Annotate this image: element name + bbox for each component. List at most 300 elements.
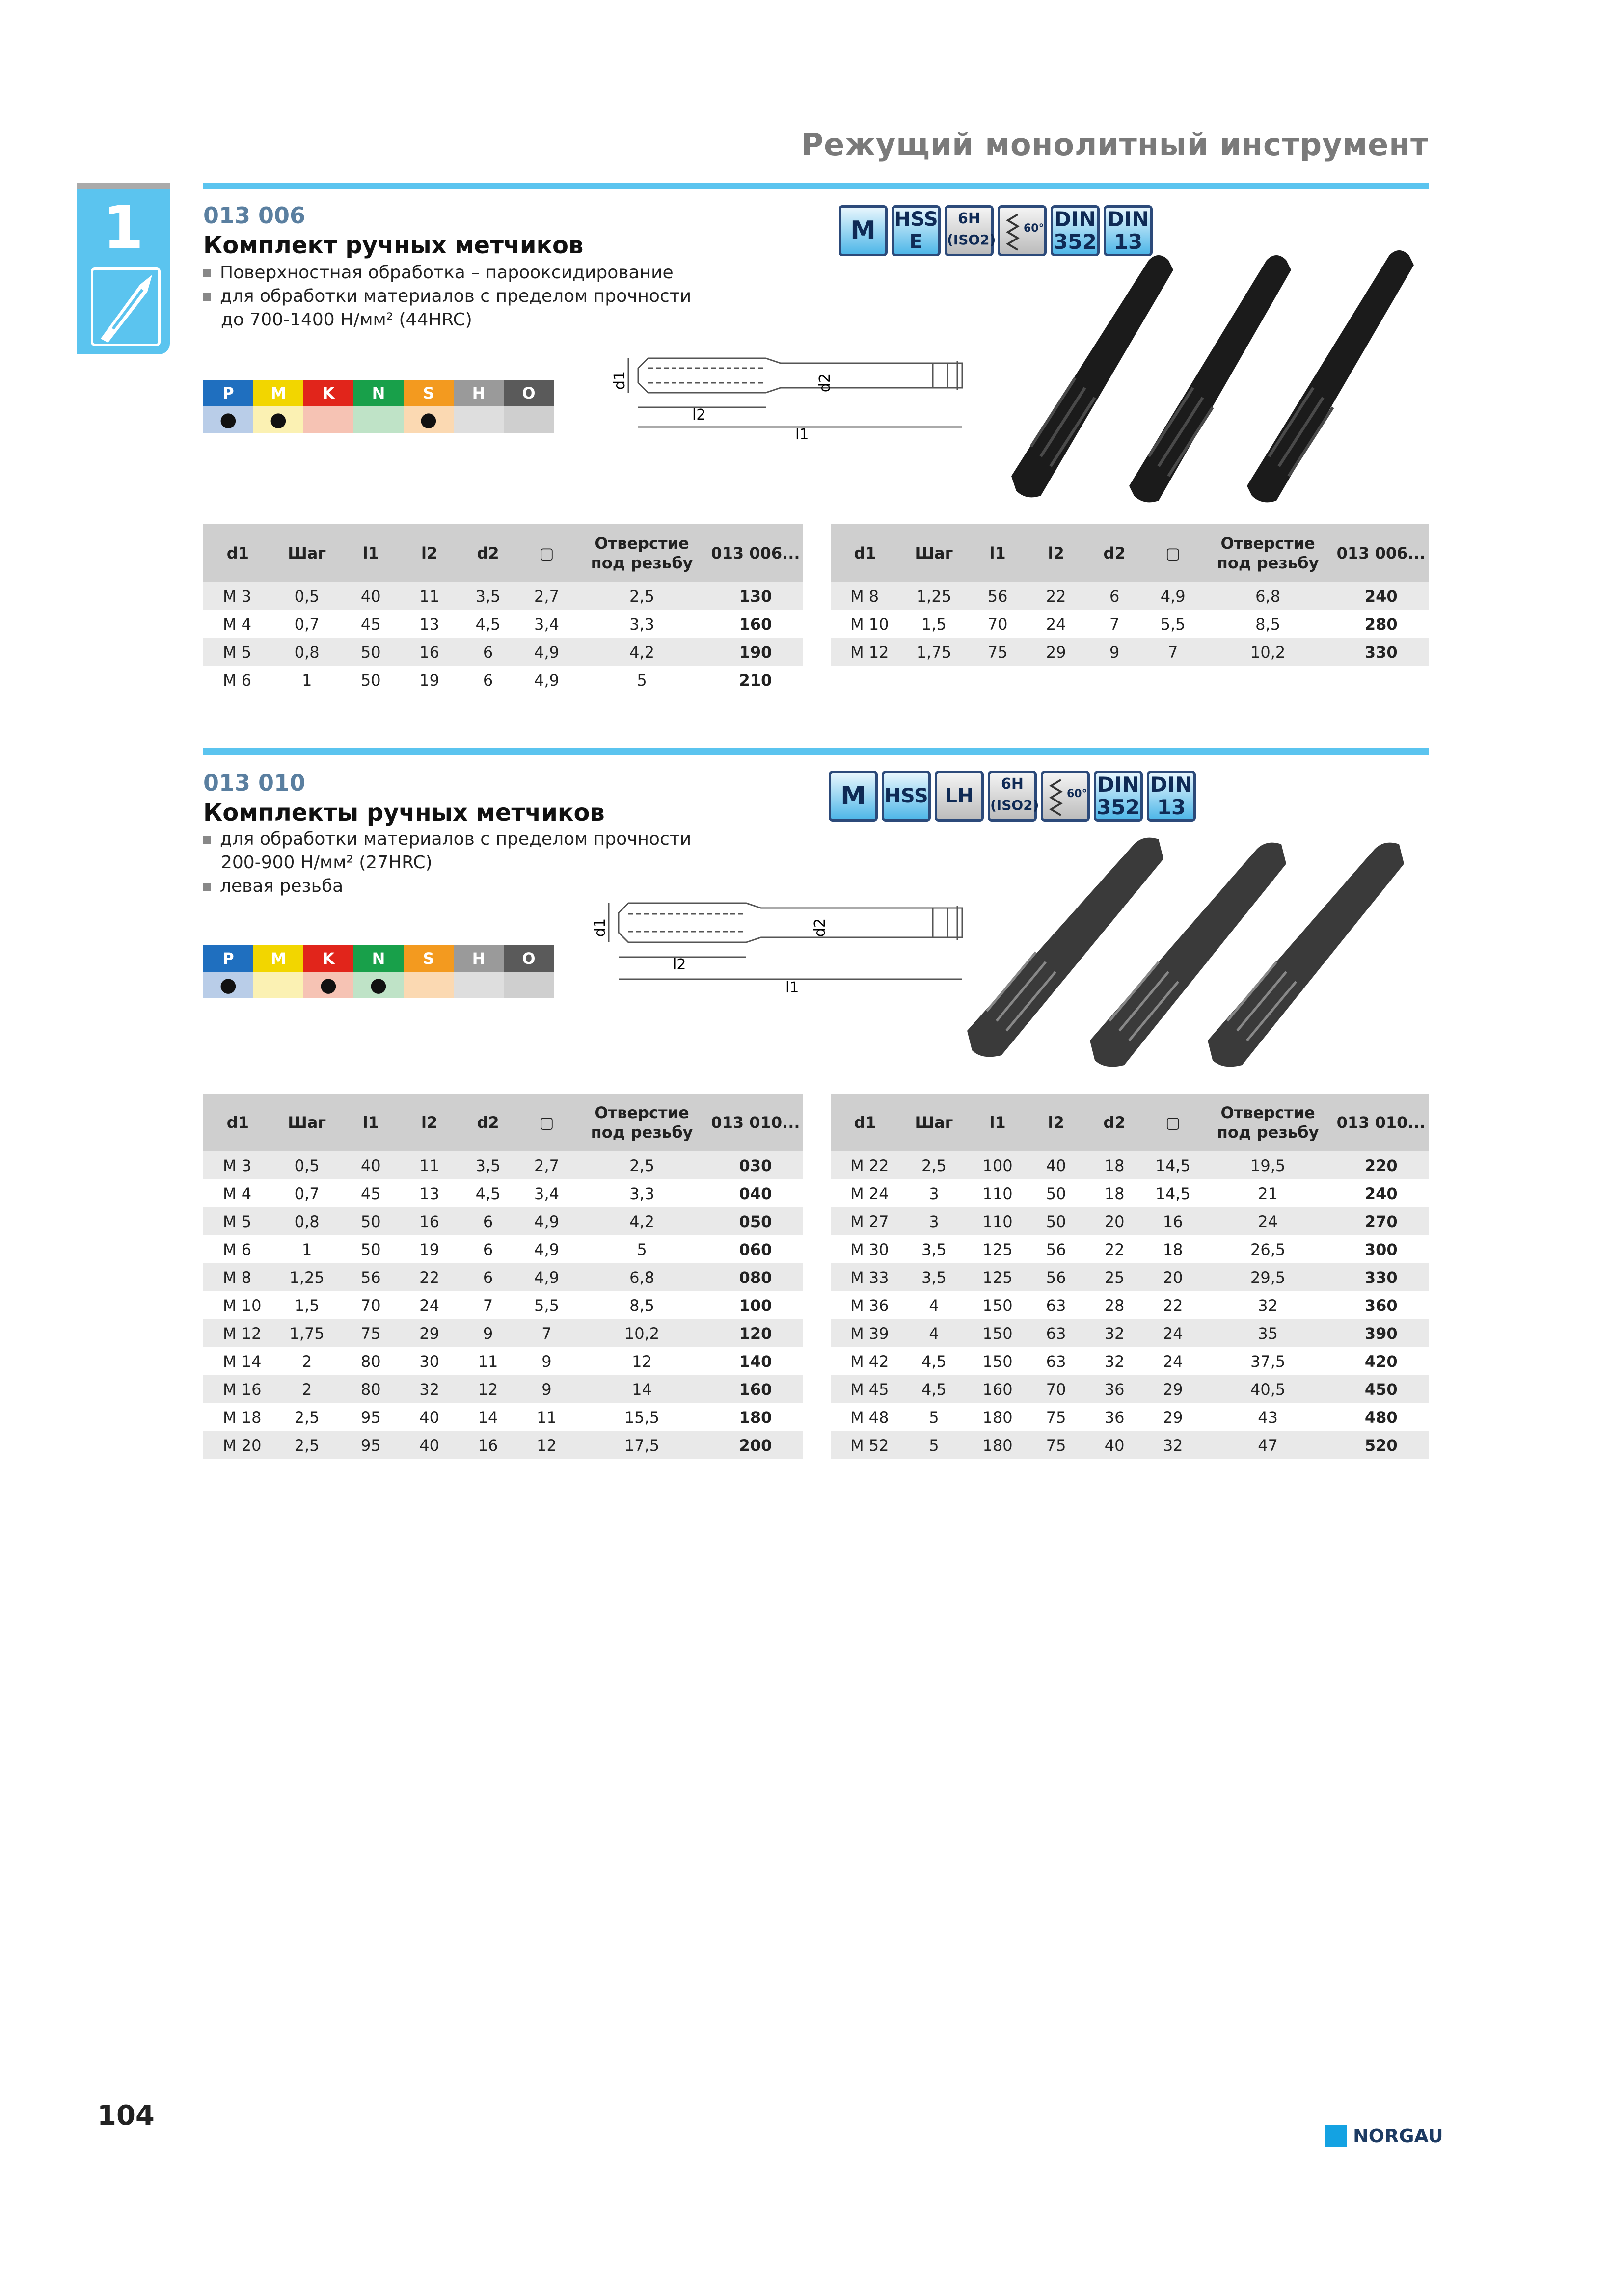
- spec-table-right: [831, 1094, 1429, 1459]
- column-header: d2: [1085, 524, 1144, 582]
- table-cell: 6: [1085, 582, 1144, 610]
- chapter-number: 1: [103, 194, 144, 262]
- table-cell: M 48: [850, 1408, 889, 1427]
- table-cell: 35: [1202, 1319, 1334, 1347]
- table-cell: 160: [739, 614, 772, 634]
- table-cell: 14: [576, 1375, 708, 1403]
- table-cell: M 14: [223, 1352, 262, 1371]
- table-cell: 75: [969, 638, 1027, 666]
- table-cell: M 4: [223, 614, 252, 634]
- table-row: [203, 1179, 803, 1207]
- brand-logo-square: [1325, 2125, 1347, 2147]
- column-header: 013 006...: [1334, 524, 1429, 582]
- table-cell: 32: [1144, 1431, 1202, 1459]
- table-cell: 1: [301, 670, 312, 690]
- table-cell: 75: [1046, 1408, 1066, 1427]
- svg-text:l1: l1: [795, 426, 809, 443]
- material-label: O: [504, 945, 554, 972]
- table-cell: 50: [342, 638, 400, 666]
- table-cell: 29: [400, 1319, 459, 1347]
- column-header: l2: [400, 1094, 459, 1151]
- table-cell: 240: [1364, 1184, 1398, 1203]
- table-cell: 1,5: [921, 614, 947, 634]
- column-header: l1: [342, 1094, 400, 1151]
- bullet-item: Поверхностная обработка – парооксидирование: [203, 261, 694, 285]
- table-cell: 100: [739, 1296, 772, 1315]
- table-row: [831, 1235, 1429, 1263]
- table-cell: M 8: [203, 1263, 272, 1291]
- table-cell: 4,9: [517, 1263, 576, 1291]
- material-dot: [504, 972, 554, 998]
- svg-text:d2: d2: [816, 373, 834, 393]
- table-row: [831, 1207, 1429, 1235]
- table-cell: 24: [1144, 1319, 1202, 1347]
- table-cell: 2,5: [576, 582, 708, 610]
- table-cell: 1,75: [899, 638, 968, 666]
- table-cell: M 16: [203, 1375, 272, 1403]
- table-cell: 50: [342, 1207, 400, 1235]
- table-cell: 95: [360, 1408, 381, 1427]
- table-cell: 6: [459, 1207, 517, 1235]
- table-cell: M 10: [223, 1296, 262, 1315]
- table-cell: 4,5: [899, 1375, 968, 1403]
- column-header: d2: [459, 1094, 517, 1151]
- table-row: [831, 638, 1429, 666]
- product-code: 013 006: [203, 202, 306, 229]
- table-cell: 4,9: [1144, 582, 1202, 610]
- table-cell: 7: [1144, 638, 1202, 666]
- table-row: [831, 1347, 1429, 1375]
- material-label: N: [353, 380, 404, 406]
- table-cell: 14,5: [1144, 1151, 1202, 1179]
- column-header: l1: [969, 1094, 1027, 1151]
- column-header: d1: [203, 1094, 272, 1151]
- table-cell: 150: [969, 1319, 1027, 1347]
- table-cell: 26,5: [1250, 1240, 1286, 1259]
- table-cell: 70: [987, 614, 1008, 634]
- table-row: [831, 1431, 1429, 1459]
- table-row: [831, 1179, 1429, 1207]
- drill-icon: [91, 267, 161, 346]
- material-label: M: [253, 380, 303, 406]
- table-row: [203, 1235, 803, 1263]
- table-cell: 360: [1364, 1296, 1398, 1315]
- table-cell: 1: [301, 1240, 312, 1259]
- table-cell: 180: [739, 1408, 772, 1427]
- table-row: [831, 582, 1429, 610]
- material-label: M: [253, 945, 303, 972]
- product-photo: [957, 825, 1434, 1070]
- table-cell: 2,7: [517, 1151, 576, 1179]
- table-cell: M 3: [203, 582, 272, 610]
- table-cell: 70: [360, 1296, 381, 1315]
- table-row: [203, 582, 803, 610]
- table-cell: M 30: [850, 1240, 889, 1259]
- column-header: d2: [459, 524, 517, 582]
- material-dot: [253, 972, 303, 998]
- svg-text:d1: d1: [611, 371, 628, 390]
- table-cell: 12: [632, 1352, 652, 1371]
- table-cell: 7: [517, 1319, 576, 1347]
- table-cell: 63: [1027, 1319, 1085, 1347]
- table-cell: 2,5: [899, 1151, 968, 1179]
- table-cell: 130: [708, 582, 803, 610]
- badge-m: M: [839, 205, 888, 256]
- table-cell: 16: [459, 1431, 517, 1459]
- badge-din-352: DIN 352: [1051, 205, 1100, 256]
- column-header: l1: [969, 524, 1027, 582]
- material-label: K: [303, 945, 353, 972]
- table-cell: 110: [982, 1184, 1013, 1203]
- table-row: [203, 1151, 803, 1179]
- table-cell: 24: [419, 1296, 439, 1315]
- table-cell: M 52: [831, 1431, 899, 1459]
- table-cell: 150: [982, 1352, 1013, 1371]
- table-row: [203, 1207, 803, 1235]
- tap-drawing: [611, 334, 982, 443]
- badge-din-13: DIN 13: [1104, 205, 1153, 256]
- table-cell: 36: [1104, 1408, 1125, 1427]
- table-cell: 16: [400, 638, 459, 666]
- product-code: 013 010: [203, 770, 306, 796]
- table-cell: 6: [483, 670, 493, 690]
- table-cell: 0,7: [294, 1184, 320, 1203]
- table-cell: 5,5: [1160, 614, 1186, 634]
- table-cell: 8,5: [1255, 614, 1281, 634]
- table-cell: 190: [708, 638, 803, 666]
- table-cell: 11: [400, 1151, 459, 1179]
- svg-text:d2: d2: [812, 918, 829, 937]
- table-cell: 50: [360, 670, 381, 690]
- table-cell: 050: [708, 1207, 803, 1235]
- badge-din-13: DIN 13: [1147, 771, 1196, 822]
- table-cell: 20: [1144, 1263, 1202, 1291]
- table-cell: 17,5: [576, 1431, 708, 1459]
- table-cell: 0,8: [272, 1207, 342, 1235]
- spec-table-left: [203, 524, 803, 694]
- table-row: [203, 1403, 803, 1431]
- table-row: [203, 1347, 803, 1375]
- table-cell: 47: [1202, 1431, 1334, 1459]
- table-cell: 32: [1104, 1352, 1125, 1371]
- table-cell: 450: [1334, 1375, 1429, 1403]
- material-dot: ●: [203, 406, 253, 433]
- table-cell: 480: [1364, 1408, 1398, 1427]
- svg-text:l2: l2: [692, 406, 706, 424]
- material-label: P: [203, 945, 253, 972]
- table-cell: 0,5: [272, 582, 342, 610]
- table-cell: 50: [1046, 1184, 1066, 1203]
- table-cell: 4,2: [576, 1207, 708, 1235]
- table-cell: 20: [1085, 1207, 1144, 1235]
- table-cell: M 8: [831, 582, 899, 610]
- table-cell: 3: [929, 1184, 939, 1203]
- table-cell: 80: [342, 1375, 400, 1403]
- table-cell: 5,5: [534, 1296, 559, 1315]
- tap-drawing: [592, 879, 982, 996]
- badge-thread-angle: 60°: [998, 205, 1047, 256]
- column-header: l1: [342, 524, 400, 582]
- table-cell: M 18: [223, 1408, 262, 1427]
- table-row: [831, 1403, 1429, 1431]
- table-cell: 2,5: [576, 1151, 708, 1179]
- table-cell: 140: [739, 1352, 772, 1371]
- table-cell: M 45: [831, 1375, 899, 1403]
- table-cell: 11: [400, 582, 459, 610]
- table-cell: 6: [459, 638, 517, 666]
- table-cell: M 12: [203, 1319, 272, 1347]
- column-header: d1: [203, 524, 272, 582]
- column-header: d1: [831, 1094, 899, 1151]
- table-cell: 29: [1144, 1375, 1202, 1403]
- table-cell: 3,3: [629, 614, 654, 634]
- table-cell: 330: [1334, 638, 1429, 666]
- table-cell: 24: [1202, 1207, 1334, 1235]
- table-cell: 19,5: [1202, 1151, 1334, 1179]
- table-cell: 6,8: [1202, 582, 1334, 610]
- table-cell: 18: [1104, 1184, 1125, 1203]
- table-cell: 24: [1163, 1352, 1183, 1371]
- section-rule: [203, 748, 1429, 755]
- table-cell: 36: [1085, 1375, 1144, 1403]
- bullet-item: для обработки материалов с пределом прочности: [203, 285, 694, 308]
- table-cell: 43: [1258, 1408, 1278, 1427]
- table-cell: 2,5: [272, 1431, 342, 1459]
- table-cell: 0,7: [294, 614, 320, 634]
- table-cell: 29: [1163, 1408, 1183, 1427]
- material-label: P: [203, 380, 253, 406]
- table-cell: 19: [419, 1240, 439, 1259]
- table-cell: 4,5: [921, 1352, 947, 1371]
- material-label: N: [353, 945, 404, 972]
- table-cell: 56: [1046, 1240, 1066, 1259]
- table-cell: 3,4: [534, 1184, 559, 1203]
- table-cell: 63: [1046, 1296, 1066, 1315]
- product-title: Комплекты ручных метчиков: [203, 799, 605, 827]
- table-cell: 80: [360, 1352, 381, 1371]
- table-row: [203, 1375, 803, 1403]
- table-row: [203, 1263, 803, 1291]
- table-cell: 11: [537, 1408, 557, 1427]
- table-cell: 3,5: [459, 1151, 517, 1179]
- material-dot: [303, 406, 353, 433]
- table-row: [831, 610, 1429, 638]
- page-number: 104: [97, 2100, 155, 2132]
- badge-thread-angle: 60°: [1041, 771, 1090, 822]
- column-header: 013 006...: [708, 524, 803, 582]
- table-row: [831, 1151, 1429, 1179]
- table-cell: 9: [1085, 638, 1144, 666]
- table-cell: M 22: [831, 1151, 899, 1179]
- bullet-item: для обработки материалов с пределом прочности: [203, 828, 694, 851]
- column-header: l2: [400, 524, 459, 582]
- badge-tolerance: 6H (ISO2): [988, 771, 1037, 822]
- spec-badges: [829, 771, 1202, 824]
- table-cell: 70: [1027, 1375, 1085, 1403]
- column-header: Отверстие под резьбу: [1202, 1094, 1334, 1151]
- column-header: 013 010...: [708, 1094, 803, 1151]
- spec-table-left: [203, 1094, 803, 1459]
- header-rule: [203, 183, 1429, 189]
- table-cell: 100: [969, 1151, 1027, 1179]
- table-cell: 4,9: [517, 1207, 576, 1235]
- table-cell: 50: [1027, 1207, 1085, 1235]
- table-cell: 030: [708, 1151, 803, 1179]
- table-row: [203, 666, 803, 694]
- table-cell: 40: [419, 1408, 439, 1427]
- material-label: S: [404, 380, 454, 406]
- table-cell: M 27: [831, 1207, 899, 1235]
- table-cell: 0,8: [272, 638, 342, 666]
- material-dot: [504, 406, 554, 433]
- table-cell: 4,9: [517, 638, 576, 666]
- column-header: Отверстие под резьбу: [576, 524, 708, 582]
- bullet-continuation: 200-900 Н/мм² (27HRC): [221, 853, 433, 873]
- table-row: [831, 1291, 1429, 1319]
- table-cell: 125: [969, 1263, 1027, 1291]
- table-cell: 14,5: [1155, 1184, 1190, 1203]
- table-cell: 125: [982, 1240, 1013, 1259]
- table-cell: 18: [1163, 1240, 1183, 1259]
- table-cell: 5: [637, 670, 647, 690]
- table-cell: 30: [419, 1352, 439, 1371]
- table-cell: 56: [1027, 1263, 1085, 1291]
- table-cell: 3,3: [629, 1184, 654, 1203]
- table-cell: 3,5: [459, 582, 517, 610]
- table-cell: 37,5: [1250, 1352, 1286, 1371]
- table-cell: M 5: [203, 1207, 272, 1235]
- table-cell: 3,4: [534, 614, 559, 634]
- material-grid: [203, 945, 554, 998]
- column-header: Отверстие под резьбу: [1202, 524, 1334, 582]
- column-header: 013 010...: [1334, 1094, 1429, 1151]
- badge-hss-e: HSS E: [892, 205, 941, 256]
- table-cell: 150: [982, 1296, 1013, 1315]
- table-cell: M 39: [831, 1319, 899, 1347]
- table-cell: M 5: [203, 638, 272, 666]
- product-title: Комплект ручных метчиков: [203, 232, 584, 259]
- material-dot: [454, 406, 504, 433]
- column-header: Шаг: [899, 1094, 968, 1151]
- table-cell: 4,5: [475, 1184, 501, 1203]
- column-header: Шаг: [899, 524, 968, 582]
- table-cell: 40: [342, 582, 400, 610]
- table-cell: 520: [1334, 1431, 1429, 1459]
- table-cell: 4,9: [534, 1240, 559, 1259]
- table-cell: 32: [1085, 1319, 1144, 1347]
- table-cell: 9: [459, 1319, 517, 1347]
- table-cell: 40: [342, 1151, 400, 1179]
- material-dot: ●: [404, 406, 454, 433]
- material-grid: [203, 380, 554, 433]
- table-cell: 1,5: [294, 1296, 320, 1315]
- table-cell: 180: [969, 1431, 1027, 1459]
- table-cell: 0,5: [272, 1151, 342, 1179]
- table-cell: 40,5: [1202, 1375, 1334, 1403]
- material-dot: [353, 406, 404, 433]
- table-cell: M 3: [203, 1151, 272, 1179]
- table-cell: 21: [1258, 1184, 1278, 1203]
- table-cell: 4,2: [576, 638, 708, 666]
- table-row: [831, 1375, 1429, 1403]
- table-cell: 25: [1085, 1263, 1144, 1291]
- table-cell: 210: [739, 670, 772, 690]
- table-cell: 63: [1046, 1352, 1066, 1371]
- table-cell: 110: [969, 1207, 1027, 1235]
- table-cell: 13: [419, 614, 439, 634]
- svg-text:d1: d1: [592, 918, 609, 937]
- table-cell: 16: [1144, 1207, 1202, 1235]
- badge-left-hand: LH: [935, 771, 984, 822]
- table-cell: 4,5: [475, 614, 501, 634]
- material-label: O: [504, 380, 554, 406]
- column-header: ▢: [517, 524, 576, 582]
- column-header: l2: [1027, 524, 1085, 582]
- column-header: Шаг: [272, 1094, 342, 1151]
- table-cell: 14: [478, 1408, 498, 1427]
- badge-tolerance: 6H (ISO2): [945, 205, 994, 256]
- table-cell: M 10: [850, 614, 889, 634]
- table-cell: 040: [739, 1184, 772, 1203]
- table-cell: 220: [1334, 1151, 1429, 1179]
- table-cell: 280: [1364, 614, 1398, 634]
- table-cell: 060: [739, 1240, 772, 1259]
- table-cell: 22: [1104, 1240, 1125, 1259]
- column-header: l2: [1027, 1094, 1085, 1151]
- table-cell: 40: [1027, 1151, 1085, 1179]
- chapter-tab-top: [77, 183, 170, 189]
- badge-hss: HSS: [882, 771, 931, 822]
- svg-text:l2: l2: [673, 956, 686, 973]
- table-cell: 9: [517, 1375, 576, 1403]
- table-cell: 16: [400, 1207, 459, 1235]
- table-cell: 40: [400, 1431, 459, 1459]
- table-cell: 2: [301, 1352, 312, 1371]
- material-label: S: [404, 945, 454, 972]
- table-cell: 9: [541, 1352, 552, 1371]
- table-cell: 95: [342, 1431, 400, 1459]
- material-label: H: [454, 945, 504, 972]
- table-row: [203, 1431, 803, 1459]
- table-cell: M 33: [831, 1263, 899, 1291]
- table-cell: 390: [1334, 1319, 1429, 1347]
- material-dot: ●: [203, 972, 253, 998]
- table-cell: 1,25: [899, 582, 968, 610]
- table-cell: 4: [899, 1319, 968, 1347]
- bullet-continuation: до 700-1400 Н/мм² (44HRC): [221, 310, 472, 330]
- table-cell: 1,25: [272, 1263, 342, 1291]
- table-cell: 4,9: [534, 670, 559, 690]
- table-cell: 5: [899, 1431, 968, 1459]
- table-cell: M 24: [850, 1184, 889, 1203]
- badge-din-352: DIN 352: [1094, 771, 1143, 822]
- table-row: [203, 610, 803, 638]
- table-cell: 22: [400, 1263, 459, 1291]
- table-cell: 4: [929, 1296, 939, 1315]
- table-cell: 420: [1364, 1352, 1398, 1371]
- page-header-title: Режущий монолитный инструмент: [801, 127, 1429, 162]
- table-cell: 270: [1334, 1207, 1429, 1235]
- table-cell: 56: [342, 1263, 400, 1291]
- svg-text:l1: l1: [785, 979, 799, 996]
- table-cell: 6: [483, 1240, 493, 1259]
- table-cell: 3,5: [899, 1263, 968, 1291]
- column-header: ▢: [1144, 1094, 1202, 1151]
- bullet-item: левая резьба: [203, 875, 694, 898]
- table-cell: 330: [1334, 1263, 1429, 1291]
- table-cell: 45: [360, 614, 381, 634]
- table-cell: 12: [459, 1375, 517, 1403]
